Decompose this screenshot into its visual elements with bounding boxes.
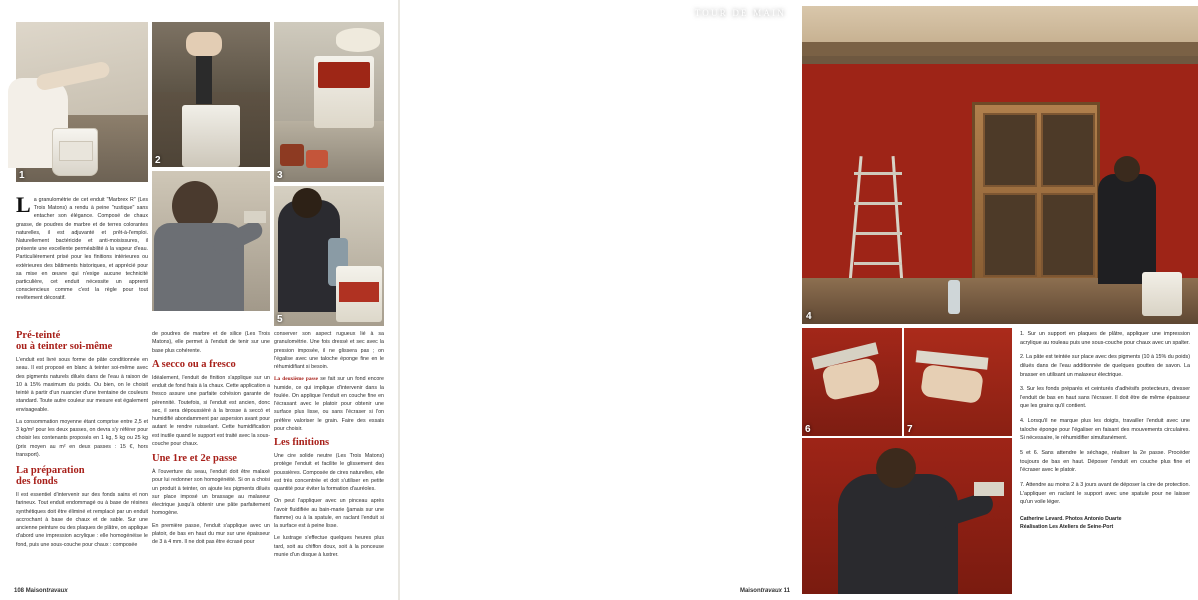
photo-8-person bbox=[838, 474, 958, 594]
column-3-body bbox=[274, 452, 384, 559]
photo-8-spatula-icon bbox=[974, 482, 1004, 496]
photo-6-finger-test bbox=[802, 328, 902, 436]
photo-3-pigment-pots bbox=[274, 22, 384, 182]
hero-beam-secondary bbox=[802, 42, 1198, 56]
column-3-title: Les finitions bbox=[274, 437, 330, 448]
column-2-subtitle: Une 1re et 2e passe bbox=[152, 453, 237, 464]
ladder-step-1 bbox=[854, 172, 902, 175]
photo-number-4: 4 bbox=[806, 311, 812, 322]
column-1-title bbox=[16, 330, 148, 352]
ladder-step-3 bbox=[854, 232, 902, 235]
hero-worker-head bbox=[1114, 156, 1140, 182]
step-5-6: 5 et 6. Sans attendre le séchage, réaliser la 2e passe. Procéder toujours de bas en haut. Déposer l'enduit en couche plus fine et l'écraser avec le platoir. bbox=[1020, 450, 1190, 474]
intro-dropcap: L bbox=[16, 192, 31, 217]
step-4: 4. Lorsqu'il ne marque plus les doigts, travailler l'enduit avec une taloche éponge pour l'égaliser en faisant des mouvements circulaires. Si nécessaire, le réhumidifier simultanément. bbox=[1020, 418, 1190, 442]
left-page-number: 108 bbox=[14, 588, 25, 594]
right-page-footer bbox=[740, 588, 790, 594]
photo-4-trowel-application bbox=[152, 171, 270, 311]
column-3-top-body bbox=[274, 330, 384, 433]
photo-3-red-bucket bbox=[314, 56, 374, 128]
left-column-1 bbox=[16, 330, 148, 553]
column-1-subtitle bbox=[16, 465, 148, 487]
column-1-subbody bbox=[16, 491, 148, 549]
photo-1-bucket bbox=[52, 128, 98, 176]
photo-2-mixing-pigments bbox=[152, 22, 270, 167]
hero-double-door bbox=[972, 102, 1100, 284]
photo-7-hand bbox=[920, 364, 984, 404]
hero-stepladder bbox=[854, 156, 910, 284]
column-2-para-1: Idéalement, l'enduit de finition s'applique sur un enduit de fond frais à la chaux. Cette application a fresco assure une parfaite cohésion garante de pérennité. Toutefois, si l'enduit est ancien, donc sec, il sera dépoussiéré à la brosse à seccó et humidifié abondamment par aspersion avant pour autant le rendre ruisselant. Cette humidification est inutile quand le support est traité avec la sous-couche pour chaux. bbox=[152, 374, 270, 447]
photo-8-head bbox=[876, 448, 916, 488]
column-2-subpara-2: En première passe, l'enduit s'applique avec un platoir, de bas en haut du mur sur une épaisseur de 3 à 4 mm. Il ne doit pas être écrasé pour bbox=[152, 522, 270, 545]
hero-bucket bbox=[1142, 272, 1182, 316]
right-page-number: 11 bbox=[783, 588, 790, 594]
photo-number-7: 7 bbox=[907, 424, 913, 435]
photo-number-1: 1 bbox=[19, 170, 25, 181]
photo-2-bucket bbox=[182, 105, 240, 167]
photo-3-pot-a bbox=[280, 144, 304, 166]
photo-3-lid bbox=[336, 28, 380, 52]
step-1: 1. Sur un support en plaques de plâtre, appliquer une impression acrylique au rouleau puis une sous-couche pour chaux avec un spalter. bbox=[1020, 331, 1190, 346]
right-steps-column bbox=[1020, 330, 1190, 532]
magazine-name-left-part1: Maison bbox=[25, 588, 47, 594]
photo-7-second-coat bbox=[904, 328, 1012, 436]
hero-door-pane-4 bbox=[1041, 193, 1095, 277]
column-2-subbody bbox=[152, 468, 270, 546]
intro-body: a granulométrie de cet enduit "Marbrex R" (Les Trois Matons) a rendu à peine "rustique" sans entacher son élégance. Composé de chaux grasse, de poudres de marbre et de terres colorantes naturelles, il est adjuvanté et prêt-à-l'emploi. Naturellement bactéricide et anti-moisissures, il présente une excellente perméabilité à la vapeur d'eau. Particulièrement prisé pour les finitions intérieures ou extérieures des bâtiments historiques, et apprécié pour sa mise en œuvre qui n'exige aucune technicité particulière, cet enduit nécessite un apprenti consciencieux comme c'est la règle pour tout revêtement décoratif. bbox=[16, 197, 148, 302]
column-2-top-body bbox=[152, 330, 270, 355]
photo-5-head bbox=[292, 188, 322, 218]
column-1-title-line1: Pré-teinté bbox=[16, 330, 61, 341]
photo-3-pot-b bbox=[306, 150, 328, 168]
column-2-body bbox=[152, 374, 270, 448]
hero-door-pane-3 bbox=[983, 193, 1037, 277]
column-2-subpara-1: À l'ouverture du seau, l'enduit doit être malaxé pour lui redonner son homogénéité. Si on a choisi un produit à teinter, on ajoute les pigments dilués sur place imposé un brassage au malaxeur électrique jusqu'à obtenir une pâte parfaitement homogène. bbox=[152, 469, 270, 517]
column-3-lead-para bbox=[274, 375, 384, 433]
column-2-title: A secco ou a fresco bbox=[152, 358, 236, 370]
column-1-body bbox=[16, 356, 148, 459]
photo-number-2: 2 bbox=[155, 155, 161, 166]
photo-number-6: 6 bbox=[805, 424, 811, 435]
photo-number-3: 3 bbox=[277, 170, 283, 181]
left-page bbox=[0, 0, 398, 600]
photo-number-5: 5 bbox=[277, 314, 283, 325]
ladder-step-4 bbox=[854, 262, 902, 265]
column-1-subpara-1: Il est essentiel d'intervenir sur des fonds sains et non farineux. Tout enduit endommagé ou à base de résines synthétiques doit être éliminé et remplacé par un enduit accrochant à base de chaux et de sable. Sur une ancienne peinture ou des plaques de plâtre, on applique d'abord une impression acrylique : elle homogénéise le fond, puis une sous-couche pour chaux : composée bbox=[16, 492, 148, 548]
hero-door-pane-1 bbox=[983, 113, 1037, 187]
hero-door-pane-2 bbox=[1041, 113, 1095, 187]
magazine-name-right-part1: Maison bbox=[739, 588, 761, 594]
column-3-para-3: Le lustrage s'effectue quelques heures plus tard, soit au chiffon doux, soit à la ponceuse munie d'un disque à lustrer. bbox=[274, 535, 384, 558]
column-1-subtitle-line1: La préparation bbox=[16, 465, 85, 476]
column-3-top-para: conserver son aspect rugueux lié à sa granulométrie. Une fois dressé et sec avec la pression imposée, il ne glissera pas ; on l'égalise avec une taloche éponge fine en le réhumidifiant si besoin. bbox=[274, 331, 384, 370]
photo-1-applying-primer bbox=[16, 22, 148, 182]
magazine-name-right bbox=[740, 588, 784, 594]
left-column-2 bbox=[152, 330, 270, 550]
left-column-3 bbox=[274, 330, 384, 563]
credits-line-2: Réalisation Les Ateliers de Seine-Port bbox=[1020, 524, 1114, 531]
photo-2-hand bbox=[186, 32, 222, 56]
photo-5-bucket bbox=[336, 266, 382, 322]
hero-worker bbox=[1098, 174, 1156, 284]
column-1-title-line2: ou à teinter soi-même bbox=[16, 341, 113, 352]
column-3-lead-in: La deuxième passe bbox=[274, 376, 318, 383]
column-3-para-1: Une cire solide neutre (Les Trois Matons) protège l'enduit et facilite le glissement des poussières. Composée de cires naturelles, elle est très concentrée et doit s'utiliser en petite quantité pour éviter la formation d'auréoles. bbox=[274, 453, 384, 492]
hero-bottle bbox=[948, 280, 960, 314]
step-2: 2. La pâte est teintée sur place avec des pigments (10 à 15% du poids) dilués dans de l'eau additionnée de quelques gouttes de savon. La brasser en utilisant un malaxeur électrique. bbox=[1020, 354, 1190, 378]
column-3-lead-text: se fait sur un fond encore humide, ce qui implique d'intervenir dans la foulée. On applique l'enduit en couche fine en l'écrasant avec le platoir pour obtenir une surface plus lisse, ou sans l'écraser si l'on préfère valoriser le grain. Faire des essais pour choisir. bbox=[274, 376, 384, 432]
column-3-para-2: On peut l'appliquer avec un pinceau après l'avoir fluidifiée au bain-marie (jamais sur une flamme) ou à la spatule, en raclant l'enduit si la surface est à peine lisse. bbox=[274, 498, 384, 529]
column-1-para-2: La consommation moyenne étant comprise entre 2,5 et 3 kg/m² pour les deux passes, on devra s'y référer pour choisir les contenants proposés en 1 kg, 5 kg ou 25 kg (prix moyen au m² en deux passes : 15 €, hors transport). bbox=[16, 418, 148, 458]
column-2-top-para: de poudres de marbre et de silice (Les Trois Matons), elle permet à l'enduit de tenir sur une base plus cohérente. bbox=[152, 331, 270, 354]
left-intro-text bbox=[16, 192, 148, 303]
step-7: 7. Attendre au moins 2 à 3 jours avant de déposer la cire de protection. L'appliquer en raclant le support avec une spatule pour ne laisser qu'un voile léger. bbox=[1020, 481, 1190, 506]
column-1-subtitle-line2: des fonds bbox=[16, 476, 58, 487]
photo-8-seated-worker bbox=[802, 438, 1012, 594]
article-credits bbox=[1020, 515, 1190, 532]
ladder-step-2 bbox=[854, 202, 902, 205]
photo-5-kneeling-worker bbox=[274, 186, 384, 326]
magazine-name-right-part2: travaux bbox=[760, 588, 782, 594]
left-page-footer bbox=[14, 588, 68, 594]
hero-floor bbox=[802, 278, 1198, 324]
photo-hero-red-room bbox=[802, 6, 1198, 324]
magazine-name-left bbox=[26, 588, 68, 594]
credits-line-1: Catherine Levard. Photos Antonio Duarte bbox=[1020, 515, 1122, 522]
column-1-para-1: L'enduit est livré sous forme de pâte conditionnée en seau. Il est proposé en blanc à teinter soi-même avec des pigments naturels dilués dans de l'eau à raison de 10 à 15% maximum du poids. Ou bien, on le choisit teinté à partir d'un nuancier d'une trentaine de couleurs standard. Toute autre couleur sur mesure est également envisageable. bbox=[16, 357, 148, 413]
step-3: 3. Sur les fonds préparés et ceinturés d'adhésifs protecteurs, dresser l'enduit de bas en haut sans l'écraser. Il doit être de même épaisseur que les grains qu'il contient. bbox=[1020, 386, 1190, 410]
section-rubric: TOUR DE MAIN bbox=[694, 8, 786, 18]
photo-4-trowel-icon bbox=[244, 211, 266, 223]
magazine-name-left-part2: travaux bbox=[46, 588, 68, 594]
right-page bbox=[400, 0, 1190, 600]
